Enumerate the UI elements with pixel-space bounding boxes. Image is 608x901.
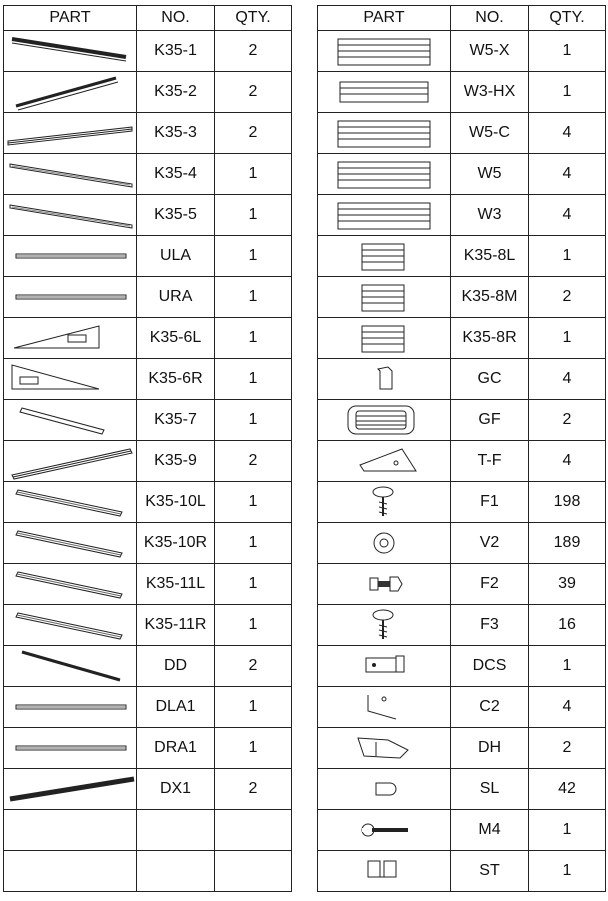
long-channel-icon <box>4 113 136 153</box>
part-quantity-cell: 2 <box>215 769 292 810</box>
table-row <box>318 482 606 523</box>
part-quantity-cell: 1 <box>529 851 606 892</box>
wall-panel-icon <box>318 195 450 235</box>
table-row <box>4 72 292 113</box>
table-row <box>318 646 606 687</box>
part-image-cell <box>4 113 137 154</box>
small-panel-icon <box>318 236 450 276</box>
part-image-cell <box>318 851 451 892</box>
part-image-cell <box>318 769 451 810</box>
part-quantity-cell: 1 <box>529 236 606 277</box>
diagonal-rod-icon <box>4 646 136 686</box>
table-row <box>318 154 606 195</box>
long-bar-icon <box>4 195 136 235</box>
part-number-cell: ULA <box>137 236 215 277</box>
part-number-cell: F2 <box>451 564 529 605</box>
short-rail-icon <box>4 400 136 440</box>
part-number-cell: K35-8M <box>451 277 529 318</box>
part-quantity-cell: 1 <box>215 687 292 728</box>
part-number-cell: DX1 <box>137 769 215 810</box>
part-number-cell: M4 <box>451 810 529 851</box>
table-row <box>318 564 606 605</box>
part-number-cell: W5-X <box>451 31 529 72</box>
part-number-cell: K35-8L <box>451 236 529 277</box>
part-image-cell <box>318 687 451 728</box>
table-row <box>4 769 292 810</box>
table-row <box>318 769 606 810</box>
part-quantity-cell: 1 <box>529 72 606 113</box>
part-image-cell <box>4 482 137 523</box>
part-quantity-cell: 1 <box>215 728 292 769</box>
wall-panel-icon <box>318 113 450 153</box>
table-row <box>4 605 292 646</box>
part-image-cell <box>318 318 451 359</box>
part-number-cell: K35-6L <box>137 318 215 359</box>
thin-bar-icon <box>4 236 136 276</box>
header-part: PART <box>318 6 451 31</box>
part-quantity-cell: 1 <box>529 31 606 72</box>
part-quantity-cell: 189 <box>529 523 606 564</box>
bolt-nut-icon <box>318 564 450 604</box>
angle-bar-icon <box>4 441 136 481</box>
screw-icon <box>318 605 450 645</box>
part-image-cell <box>318 31 451 72</box>
part-quantity-cell: 1 <box>215 482 292 523</box>
part-number-cell: K35-4 <box>137 154 215 195</box>
part-number-cell: K35-11L <box>137 564 215 605</box>
part-quantity-cell: 198 <box>529 482 606 523</box>
table-row <box>318 687 606 728</box>
parts-table-left <box>3 5 292 892</box>
table-row <box>318 851 606 892</box>
door-hinge-icon <box>318 728 450 768</box>
part-number-cell: DLA1 <box>137 687 215 728</box>
header-part: PART <box>4 6 137 31</box>
part-quantity-cell: 16 <box>529 605 606 646</box>
part-number-cell: W5-C <box>451 113 529 154</box>
part-number-cell: K35-7 <box>137 400 215 441</box>
part-quantity-cell: 4 <box>529 687 606 728</box>
diagonal-rail-icon <box>4 605 136 645</box>
wall-panel-icon <box>318 31 450 71</box>
part-quantity-cell: 1 <box>215 277 292 318</box>
part-number-cell: K35-10R <box>137 523 215 564</box>
table-row <box>4 236 292 277</box>
table-row <box>4 810 292 851</box>
part-quantity-cell: 1 <box>529 646 606 687</box>
table-row <box>4 728 292 769</box>
thin-bar-icon <box>4 728 136 768</box>
table-row <box>4 318 292 359</box>
part-quantity-cell <box>215 810 292 851</box>
thin-bar-icon <box>4 277 136 317</box>
part-number-cell: SL <box>451 769 529 810</box>
part-number-cell: K35-8R <box>451 318 529 359</box>
part-number-cell: DCS <box>451 646 529 687</box>
thin-bar-icon <box>4 687 136 727</box>
part-number-cell: C2 <box>451 687 529 728</box>
part-number-cell: K35-3 <box>137 113 215 154</box>
part-quantity-cell: 2 <box>215 441 292 482</box>
part-quantity-cell: 39 <box>529 564 606 605</box>
part-quantity-cell: 2 <box>215 31 292 72</box>
part-image-cell <box>4 400 137 441</box>
table-row <box>4 400 292 441</box>
part-quantity-cell: 2 <box>215 113 292 154</box>
part-image-cell <box>318 523 451 564</box>
part-image-cell <box>4 31 137 72</box>
parts-table-right <box>317 5 606 892</box>
part-image-cell <box>318 810 451 851</box>
part-number-cell: K35-11R <box>137 605 215 646</box>
gable-clip-icon <box>318 359 450 399</box>
small-panel-icon <box>318 277 450 317</box>
table-row <box>4 359 292 400</box>
table-row <box>4 482 292 523</box>
header-qty: QTY. <box>529 6 606 31</box>
part-number-cell <box>137 810 215 851</box>
part-number-cell: DH <box>451 728 529 769</box>
part-number-cell <box>137 851 215 892</box>
part-image-cell <box>4 646 137 687</box>
part-quantity-cell: 1 <box>215 318 292 359</box>
part-quantity-cell: 4 <box>529 359 606 400</box>
part-number-cell: K35-9 <box>137 441 215 482</box>
part-image-cell <box>318 728 451 769</box>
table-row <box>318 277 606 318</box>
table-row <box>4 31 292 72</box>
screw-icon <box>318 482 450 522</box>
part-number-cell: K35-10L <box>137 482 215 523</box>
part-image-cell <box>318 564 451 605</box>
part-quantity-cell: 1 <box>215 564 292 605</box>
table-row <box>4 195 292 236</box>
header-row <box>4 6 292 31</box>
table-row <box>4 523 292 564</box>
part-number-cell: F3 <box>451 605 529 646</box>
part-quantity-cell: 2 <box>529 400 606 441</box>
part-quantity-cell: 1 <box>215 359 292 400</box>
table-row <box>4 564 292 605</box>
part-quantity-cell: 4 <box>529 195 606 236</box>
triangle-panel-left-icon <box>4 318 136 358</box>
table-row <box>318 236 606 277</box>
part-image-cell <box>318 195 451 236</box>
part-image-cell <box>318 605 451 646</box>
part-image-cell <box>4 728 137 769</box>
part-number-cell: K35-6R <box>137 359 215 400</box>
wall-panel-small-icon <box>318 72 450 112</box>
header-qty: QTY. <box>215 6 292 31</box>
part-image-cell <box>4 277 137 318</box>
table-row <box>4 154 292 195</box>
part-number-cell: DRA1 <box>137 728 215 769</box>
table-row <box>318 72 606 113</box>
table-row <box>318 441 606 482</box>
table-row <box>318 605 606 646</box>
part-number-cell: W3-HX <box>451 72 529 113</box>
long-bar-icon <box>4 154 136 194</box>
table-row <box>318 113 606 154</box>
table-row <box>318 728 606 769</box>
part-quantity-cell: 2 <box>215 72 292 113</box>
part-number-cell: GC <box>451 359 529 400</box>
table-row <box>4 851 292 892</box>
part-number-cell: F1 <box>451 482 529 523</box>
header-row <box>318 6 606 31</box>
part-image-cell <box>4 195 137 236</box>
part-number-cell: URA <box>137 277 215 318</box>
table-row <box>318 318 606 359</box>
long-rail-icon <box>4 31 136 71</box>
table-row <box>4 441 292 482</box>
table-row <box>318 810 606 851</box>
diagonal-rail-icon <box>4 482 136 522</box>
part-quantity-cell: 2 <box>529 277 606 318</box>
table-row <box>318 400 606 441</box>
part-image-cell <box>4 318 137 359</box>
part-image-cell <box>4 154 137 195</box>
part-quantity-cell: 1 <box>215 400 292 441</box>
table-row <box>4 687 292 728</box>
part-quantity-cell <box>215 851 292 892</box>
part-number-cell: W5 <box>451 154 529 195</box>
part-image-cell <box>4 605 137 646</box>
table-row <box>318 523 606 564</box>
part-quantity-cell: 1 <box>529 318 606 359</box>
part-image-cell <box>4 236 137 277</box>
triangle-bracket-icon <box>318 441 450 481</box>
part-image-cell <box>318 113 451 154</box>
thick-rod-icon <box>4 769 136 809</box>
part-quantity-cell: 4 <box>529 154 606 195</box>
part-quantity-cell: 42 <box>529 769 606 810</box>
triangle-panel-right-icon <box>4 359 136 399</box>
part-image-cell <box>318 154 451 195</box>
part-quantity-cell: 1 <box>529 810 606 851</box>
part-quantity-cell: 1 <box>215 523 292 564</box>
diagonal-rail-icon <box>4 523 136 563</box>
part-image-cell <box>4 851 137 892</box>
part-image-cell <box>4 564 137 605</box>
part-image-cell <box>318 646 451 687</box>
part-image-cell <box>318 277 451 318</box>
part-image-cell <box>4 687 137 728</box>
part-image-cell <box>4 441 137 482</box>
table-row <box>318 359 606 400</box>
part-image-cell <box>4 72 137 113</box>
part-image-cell <box>318 72 451 113</box>
part-image-cell <box>4 769 137 810</box>
part-number-cell: K35-5 <box>137 195 215 236</box>
table-row <box>318 195 606 236</box>
part-quantity-cell: 1 <box>215 236 292 277</box>
part-number-cell: ST <box>451 851 529 892</box>
part-number-cell: K35-2 <box>137 72 215 113</box>
part-image-cell <box>318 441 451 482</box>
part-quantity-cell: 1 <box>215 605 292 646</box>
table-row <box>4 646 292 687</box>
part-quantity-cell: 2 <box>529 728 606 769</box>
plug-cap-icon <box>318 769 450 809</box>
gloves-icon <box>318 851 450 891</box>
header-no: NO. <box>451 6 529 31</box>
wall-panel-icon <box>318 154 450 194</box>
part-number-cell: GF <box>451 400 529 441</box>
part-number-cell: W3 <box>451 195 529 236</box>
part-number-cell: DD <box>137 646 215 687</box>
table-row <box>4 277 292 318</box>
part-image-cell <box>318 236 451 277</box>
small-panel-icon <box>318 318 450 358</box>
part-quantity-cell: 2 <box>215 646 292 687</box>
corner-bracket-icon <box>318 687 450 727</box>
part-image-cell <box>4 810 137 851</box>
part-quantity-cell: 1 <box>215 195 292 236</box>
part-quantity-cell: 1 <box>215 154 292 195</box>
table-row <box>4 113 292 154</box>
part-image-cell <box>4 359 137 400</box>
part-number-cell: V2 <box>451 523 529 564</box>
part-image-cell <box>318 482 451 523</box>
washer-icon <box>318 523 450 563</box>
door-bolt-icon <box>318 646 450 686</box>
part-number-cell: K35-1 <box>137 31 215 72</box>
header-no: NO. <box>137 6 215 31</box>
vent-grille-icon <box>318 400 450 440</box>
part-image-cell <box>4 523 137 564</box>
part-image-cell <box>318 400 451 441</box>
part-quantity-cell: 4 <box>529 441 606 482</box>
diagonal-rail-icon <box>4 564 136 604</box>
part-quantity-cell: 4 <box>529 113 606 154</box>
angled-rail-icon <box>4 72 136 112</box>
wrench-icon <box>318 810 450 850</box>
table-row <box>318 31 606 72</box>
part-number-cell: T-F <box>451 441 529 482</box>
part-image-cell <box>318 359 451 400</box>
